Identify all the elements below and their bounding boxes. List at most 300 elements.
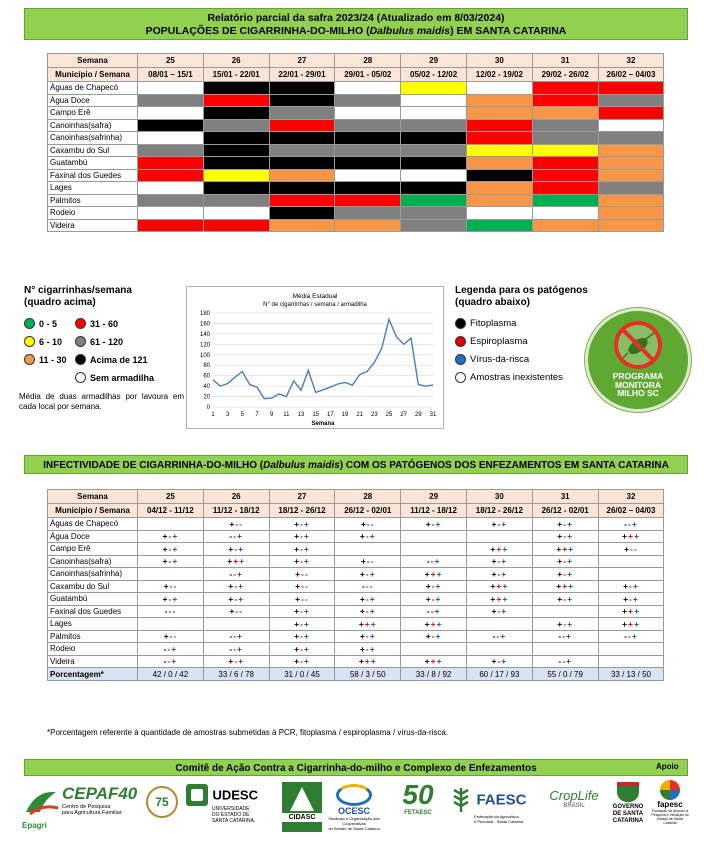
population-cell [401, 144, 467, 157]
logo-cidasc: CIDASC [282, 782, 322, 832]
table-row [48, 132, 664, 145]
count-legend-item [24, 354, 67, 365]
badge-line1: PROGRAMA [612, 371, 664, 381]
population-cell [203, 194, 269, 207]
pathogen-cell [466, 618, 532, 631]
percentage-cell: 33 / 13 / 50 [598, 668, 664, 681]
pathogen-cell: +++ [335, 655, 401, 668]
count-legend-item [75, 354, 148, 365]
percentage-label: Porcentagem* [48, 668, 138, 681]
pathogen-cell: --+ [138, 655, 204, 668]
partner-logos [20, 780, 690, 840]
population-cell [532, 144, 598, 157]
pathogen-legend-label: Espiroplasma [470, 336, 528, 347]
week-dates: 26/12 - 02/01 [532, 504, 598, 518]
population-cell [138, 169, 204, 182]
pathogen-cell: +-+ [138, 543, 204, 556]
population-cell [532, 94, 598, 107]
x-tick-label: 31 [429, 412, 437, 418]
week-dates: 08/01 – 15/1 [138, 68, 204, 82]
pathogen-cell: +++ [532, 543, 598, 556]
pathogen-cell: +-+ [532, 568, 598, 581]
count-legend-label: 31 - 60 [90, 318, 119, 329]
population-cell [269, 144, 335, 157]
table-row [48, 593, 664, 606]
table-row [48, 107, 664, 120]
pathogen-cell: --+ [598, 518, 664, 531]
pathogen-cell: +++ [466, 543, 532, 556]
population-cell [598, 132, 664, 145]
population-cell [532, 182, 598, 195]
population-cell [138, 132, 204, 145]
municipality-name: Água Doce [48, 94, 138, 107]
pathogen-cell: --+ [401, 555, 467, 568]
pathogen-cell: +-- [269, 593, 335, 606]
population-cell [269, 107, 335, 120]
population-cell [598, 219, 664, 232]
x-tick-label: 17 [326, 412, 334, 418]
count-legend-label: Sem armadilha [90, 372, 155, 383]
table-row [48, 194, 664, 207]
committee-banner: Comitê de Ação Contra a Cigarrinha-do-milho e Complexo de Enfezamentos [24, 759, 688, 776]
week-number: 32 [598, 54, 664, 68]
population-cell [138, 82, 204, 95]
population-cell [598, 182, 664, 195]
x-tick-label: 19 [341, 412, 349, 418]
population-cell [203, 119, 269, 132]
population-cell [532, 219, 598, 232]
table-row [48, 169, 664, 182]
count-legend [24, 285, 184, 309]
pathogen-cell: +-- [598, 543, 664, 556]
x-tick-label: 29 [414, 412, 422, 418]
pathogen-cell [401, 543, 467, 556]
pathogen-cell: +-+ [335, 593, 401, 606]
percentage-cell: 60 / 17 / 93 [466, 668, 532, 681]
semana-header: Semana [48, 54, 138, 68]
population-cell [138, 157, 204, 170]
population-cell [269, 194, 335, 207]
y-tick-label: 20 [203, 394, 210, 401]
week-dates: 18/12 - 26/12 [269, 504, 335, 518]
week-dates: 26/02 – 04/03 [598, 68, 664, 82]
table-row [48, 94, 664, 107]
legend-dot-icon [24, 354, 35, 365]
pathogen-cell: +-+ [466, 568, 532, 581]
y-tick-label: 140 [199, 331, 210, 338]
x-tick-label: 23 [370, 412, 378, 418]
pathogen-cell: --- [138, 605, 204, 618]
table-row [48, 219, 664, 232]
count-legend-label: Acima de 121 [90, 354, 148, 365]
table-row [48, 630, 664, 643]
pathogen-legend-label: Vírus-da-risca [470, 354, 530, 365]
pathogen-cell: +-+ [532, 530, 598, 543]
week-number: 31 [532, 490, 598, 504]
pathogen-cell: +-+ [532, 518, 598, 531]
x-tick-label: 7 [255, 412, 259, 418]
pathogen-cell: +-+ [466, 655, 532, 668]
population-cell [466, 144, 532, 157]
line-chart-svg [187, 287, 443, 428]
y-tick-label: 160 [199, 321, 210, 328]
week-dates: 29/01 - 05/02 [335, 68, 401, 82]
week-dates: 15/01 - 22/01 [203, 68, 269, 82]
week-number: 27 [269, 54, 335, 68]
table-row [48, 605, 664, 618]
population-cell [269, 157, 335, 170]
week-dates: 11/12 - 18/12 [203, 504, 269, 518]
municipality-name: Campo Erê [48, 543, 138, 556]
pathogen-cell: +-+ [401, 630, 467, 643]
population-cell [335, 94, 401, 107]
pathogen-cell [598, 568, 664, 581]
week-dates: 22/01 - 29/01 [269, 68, 335, 82]
pathogen-cell: +++ [401, 618, 467, 631]
percentage-cell: 33 / 8 / 92 [401, 668, 467, 681]
municipality-name: Videira [48, 219, 138, 232]
report-title: Relatório parcial da safra 2023/24 (Atualizado em 8/03/2024) [207, 12, 505, 24]
state-average-chart [186, 286, 444, 429]
pathogen-cell: +-+ [203, 543, 269, 556]
population-cell [335, 182, 401, 195]
pathogen-cell: --+ [203, 530, 269, 543]
pathogen-cell: +++ [335, 618, 401, 631]
logo-cepaf: CEPAF40 Centro de Pesquisa para Agricultura Familiar [62, 784, 138, 816]
population-cell [138, 144, 204, 157]
count-legend-item [24, 318, 57, 329]
legend-dot-icon [455, 336, 466, 347]
municipality-name: Canoinhas(safrinha) [48, 568, 138, 581]
population-cell [401, 169, 467, 182]
table-row [48, 207, 664, 220]
municipality-name: Canoinhas(safra) [48, 555, 138, 568]
legend-dot-icon [24, 336, 35, 347]
table-row [48, 655, 664, 668]
y-tick-label: 180 [199, 311, 210, 317]
population-cell [335, 207, 401, 220]
count-legend-item [75, 372, 154, 383]
logo-fapesc: fapesc Fundação de Amparo à Pesquisa e Inovação do Estado de Santa Catarina [650, 780, 690, 832]
pathogen-legend-item [455, 354, 529, 365]
population-cell [335, 194, 401, 207]
x-tick-label: 13 [297, 412, 305, 418]
average-note: Média de duas armadilhas por lavoura em cada local por semana. [19, 392, 184, 411]
week-number: 26 [203, 490, 269, 504]
count-legend-item [75, 336, 123, 347]
municipality-name: Canoinhas(safra) [48, 119, 138, 132]
percentage-cell: 55 / 0 / 79 [532, 668, 598, 681]
logo-faesc-50: 50 FETAESC [402, 779, 434, 816]
population-cell [466, 169, 532, 182]
population-cell [466, 107, 532, 120]
municipality-name: Campo Erê [48, 107, 138, 120]
infectivity-banner: INFECTIVIDADE DE CIGARRINHA-DO-MILHO (Dalbulus maidis) COM OS PATÓGENOS DOS ENFEZAMENTOS EM SANTA CATARINA [24, 455, 688, 474]
week-dates: 26/12 - 02/01 [335, 504, 401, 518]
y-tick-label: 80 [203, 363, 210, 370]
pathogen-cell: --- [335, 580, 401, 593]
municipality-name: Palmitos [48, 194, 138, 207]
count-legend-subtitle: (quadro acima) [24, 297, 96, 308]
week-number: 25 [138, 490, 204, 504]
pathogen-cell: +-+ [401, 580, 467, 593]
municipality-name: Lages [48, 182, 138, 195]
pathogen-cell: --+ [203, 643, 269, 656]
logo-udesc: UDESC UNIVERSIDADE DO ESTADO DE SANTA CATARINA [186, 784, 280, 824]
pathogen-cell [598, 555, 664, 568]
pathogen-cell: +-+ [269, 618, 335, 631]
pathogen-cell: +-+ [335, 568, 401, 581]
population-cell [138, 207, 204, 220]
legend-dot-icon [75, 336, 86, 347]
pathogen-cell: +-+ [269, 543, 335, 556]
pathogen-cell: --+ [203, 568, 269, 581]
population-cell [598, 82, 664, 95]
population-cell [532, 194, 598, 207]
population-cell [138, 119, 204, 132]
pathogen-cell: +-+ [335, 630, 401, 643]
count-legend-label: 61 - 120 [90, 336, 124, 347]
count-legend-label: 0 - 5 [39, 318, 58, 329]
wheat-icon [450, 786, 472, 814]
chart-subtitle: N° de cigarrinhas / semana / armadilha [263, 302, 367, 308]
badge-line3: MILHO SC [617, 388, 659, 398]
count-legend-item [24, 336, 62, 347]
pathogen-cell: +++ [466, 580, 532, 593]
population-cell [203, 132, 269, 145]
population-cell [269, 132, 335, 145]
population-cell [335, 219, 401, 232]
percentage-cell: 33 / 6 / 78 [203, 668, 269, 681]
population-table [47, 53, 664, 232]
municipality-name: Videira [48, 655, 138, 668]
legend-dot-icon [75, 318, 86, 329]
table-row [48, 568, 664, 581]
logo-governo-sc: GOVERNO DE SANTA CATARINA [606, 782, 650, 836]
pathogen-cell [466, 530, 532, 543]
epagri-leaf-icon [22, 786, 60, 816]
table-row [48, 157, 664, 170]
week-number: 28 [335, 490, 401, 504]
population-cell [466, 194, 532, 207]
pathogen-cell [466, 643, 532, 656]
legend-dot-icon [75, 354, 86, 365]
municipality-name: Canoinhas(safrinha) [48, 132, 138, 145]
municipio-header: Município / Semana [48, 504, 138, 518]
pathogen-cell [598, 643, 664, 656]
population-cell [401, 107, 467, 120]
population-cell [269, 207, 335, 220]
population-cell [466, 82, 532, 95]
pathogen-cell: +-+ [532, 618, 598, 631]
pathogen-cell: +-+ [269, 655, 335, 668]
week-dates: 05/02 - 12/02 [401, 68, 467, 82]
pathogen-cell: +-+ [269, 605, 335, 618]
logo-75-years: 75 [146, 786, 178, 818]
table-row [48, 82, 664, 95]
population-cell [269, 219, 335, 232]
population-cell [598, 119, 664, 132]
population-cell [598, 144, 664, 157]
pathogen-cell: +-+ [269, 643, 335, 656]
population-cell [335, 169, 401, 182]
week-number: 27 [269, 490, 335, 504]
week-number: 29 [401, 54, 467, 68]
series-line [213, 319, 433, 398]
pathogen-legend-item [455, 372, 563, 383]
municipality-name: Caxambu do Sul [48, 580, 138, 593]
population-cell [466, 207, 532, 220]
percentage-cell: 58 / 3 / 50 [335, 668, 401, 681]
x-tick-label: 9 [269, 412, 274, 418]
table-row [48, 182, 664, 195]
population-cell [401, 219, 467, 232]
pathogen-cell: +-+ [335, 605, 401, 618]
percentage-cell: 31 / 0 / 45 [269, 668, 335, 681]
population-cell [269, 119, 335, 132]
x-axis-label: Semana [311, 421, 335, 427]
week-dates: 29/02 - 26/02 [532, 68, 598, 82]
population-cell [335, 132, 401, 145]
population-cell [203, 144, 269, 157]
population-cell [269, 182, 335, 195]
legend-dot-icon [455, 318, 466, 329]
pathogen-legend-label: Fitoplasma [470, 318, 517, 329]
pathogen-legend-item [455, 318, 516, 329]
pathogen-legend-label: Amostras inexistentes [470, 372, 563, 383]
week-dates: 18/12 - 26/12 [466, 504, 532, 518]
population-cell [466, 219, 532, 232]
pathogen-cell: +++ [532, 580, 598, 593]
population-cell [466, 119, 532, 132]
pathogen-legend [455, 285, 588, 309]
week-dates: 04/12 - 11/12 [138, 504, 204, 518]
population-cell [401, 207, 467, 220]
pathogen-cell: +-+ [269, 555, 335, 568]
population-cell [598, 207, 664, 220]
pathogen-cell: +-+ [401, 593, 467, 606]
municipality-name: Rodeio [48, 207, 138, 220]
pathogen-cell: +-- [269, 568, 335, 581]
population-cell [269, 169, 335, 182]
municipality-name: Lages [48, 618, 138, 631]
pathogen-cell: +-+ [269, 530, 335, 543]
table-row [48, 530, 664, 543]
program-badge [585, 308, 691, 412]
population-cell [138, 182, 204, 195]
population-cell [598, 194, 664, 207]
population-cell [401, 182, 467, 195]
population-cell [532, 82, 598, 95]
population-cell [532, 157, 598, 170]
population-cell [335, 107, 401, 120]
pathogen-cell: +-+ [532, 555, 598, 568]
pathogen-cell: +-+ [335, 530, 401, 543]
y-tick-label: 120 [199, 342, 210, 349]
legend-dot-icon [455, 354, 466, 365]
table-row [48, 144, 664, 157]
pathogen-cell [401, 643, 467, 656]
pathogen-cell [138, 568, 204, 581]
pathogen-cell: --+ [598, 630, 664, 643]
report-title-banner [24, 8, 688, 40]
chart-title: Média Estadual [292, 293, 338, 300]
population-cell [335, 157, 401, 170]
count-legend-label: 11 - 30 [39, 354, 67, 365]
population-cell [203, 107, 269, 120]
pathogen-cell: +-- [203, 518, 269, 531]
population-cell [532, 132, 598, 145]
table-row [48, 555, 664, 568]
week-number: 28 [335, 54, 401, 68]
pathogen-cell: +++ [598, 605, 664, 618]
population-cell [598, 169, 664, 182]
x-tick-label: 1 [211, 412, 215, 418]
pathogen-cell: --+ [138, 643, 204, 656]
logo-faesc: FAESC Federação da Agricultura e Pecuária - Santa Catarina [450, 786, 542, 830]
logo-epagri: Epagri [22, 786, 60, 830]
pathogen-cell: +-+ [138, 555, 204, 568]
pathogen-cell: +-- [138, 630, 204, 643]
pathogen-cell [598, 655, 664, 668]
count-legend-title: N° cigarrinhas/semana [24, 285, 132, 296]
pathogen-cell: --+ [401, 605, 467, 618]
week-number: 29 [401, 490, 467, 504]
week-dates: 12/02 - 19/02 [466, 68, 532, 82]
y-tick-label: 60 [203, 373, 210, 380]
pathogen-cell: +-+ [269, 518, 335, 531]
week-number: 32 [598, 490, 664, 504]
count-legend-item [75, 318, 118, 329]
municipality-name: Faxinal dos Guedes [48, 605, 138, 618]
pathogen-cell: +++ [598, 530, 664, 543]
week-number: 26 [203, 54, 269, 68]
table-row [48, 618, 664, 631]
population-cell [401, 157, 467, 170]
legend-dot-icon [75, 372, 86, 383]
municipality-name: Águas de Chapecó [48, 82, 138, 95]
pathogen-cell: +-+ [532, 593, 598, 606]
badge-line2: MONITORA [614, 379, 662, 390]
y-tick-label: 40 [203, 384, 210, 391]
population-cell [401, 82, 467, 95]
x-tick-label: 15 [312, 412, 320, 418]
pathogen-cell: --+ [532, 630, 598, 643]
infectivity-table [47, 489, 664, 681]
pathogen-cell: +-- [335, 518, 401, 531]
pathogen-cell: +-+ [401, 518, 467, 531]
table-row [48, 580, 664, 593]
pathogen-cell [138, 618, 204, 631]
table-row [48, 119, 664, 132]
population-cell [138, 194, 204, 207]
y-tick-label: 0 [206, 405, 210, 411]
week-dates: 11/12 - 18/12 [401, 504, 467, 518]
semana-header: Semana [48, 490, 138, 504]
population-cell [532, 169, 598, 182]
pathogen-legend-title: Legenda para os patógenos [455, 285, 588, 296]
pathogen-cell [401, 530, 467, 543]
population-cell [269, 94, 335, 107]
table-row [48, 518, 664, 531]
population-cell [335, 119, 401, 132]
population-cell [401, 132, 467, 145]
population-cell [532, 119, 598, 132]
week-number: 25 [138, 54, 204, 68]
population-cell [203, 94, 269, 107]
municipio-header: Município / Semana [48, 68, 138, 82]
pathogen-cell: +++ [466, 593, 532, 606]
